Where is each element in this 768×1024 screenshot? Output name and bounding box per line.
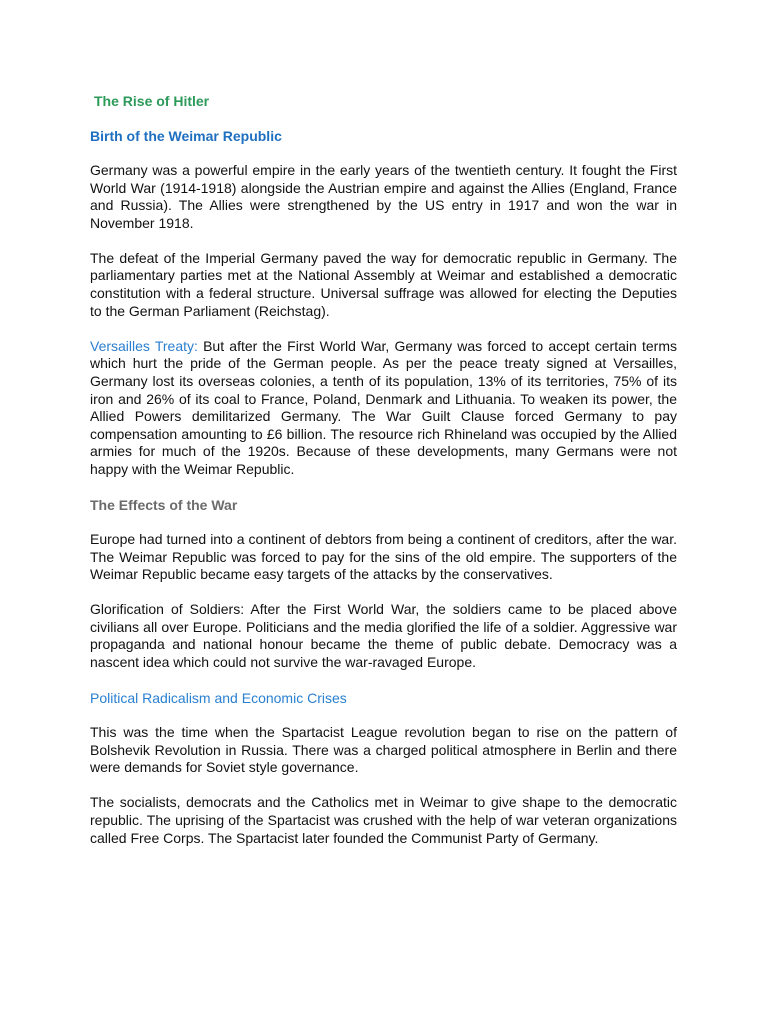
paragraph-debtors: Europe had turned into a continent of debtors from being a continent of creditors, after the war. The Weimar Republic was forced to pay for the sins of the old empire. The supporters of the Weimar Republic became easy targets of the attacks by the conservatives. (90, 531, 677, 583)
document-page (90, 92, 677, 865)
paragraph-imperial-defeat: The defeat of the Imperial Germany paved the way for democratic republic in Germany. The parliamentary parties met at the National Assembly at Weimar and established a democratic constitution with a federal structure. Universal suffrage was allowed for electing the Deputies to the German Parliament (Reichstag). (90, 249, 677, 319)
versailles-treaty-label: Versailles Treaty: (90, 337, 198, 354)
paragraph-weimar-meeting: The socialists, democrats and the Catholics met in Weimar to give shape to the democratic republic. The uprising of the Spartacist was crushed with the help of war veteran organizations called Free Corps. The Spartacist later founded the Communist Party of Germany. (90, 794, 677, 846)
versailles-treaty-text: But after the First World War, Germany was forced to accept certain terms which hurt the pride of the German people. As per the peace treaty signed at Versailles, Germany lost its overseas colonies, a tenth of its population, 13% of its territories, 75% of its iron and 26% of its coal to France, Poland, Denmark and Lithuania. To weaken its power, the Allied Powers demilitarized Germany. The War Guilt Clause forced Germany to pay compensation amounting to £6 billion. The resource rich Rhineland was occupied by the Allied armies for much of the 1920s. Because of these developments, many Germans were not happy with the Weimar Republic. (90, 337, 677, 477)
paragraph-germany-empire: Germany was a powerful empire in the early years of the twentieth century. It fought the First World War (1914-1918) alongside the Austrian empire and against the Allies (England, France and Russia). The Allies were strengthened by the US entry in 1917 and won the war in November 1918. (90, 162, 677, 231)
section-heading-effects: The Effects of the War (90, 497, 238, 513)
paragraph-spartacist: This was the time when the Spartacist League revolution began to rise on the pattern of Bolshevik Revolution in Russia. There was a charged political atmosphere in Berlin and there were demands for Soviet style governance. (90, 724, 677, 776)
paragraph-glorification: Glorification of Soldiers: After the First World War, the soldiers came to be placed above civilians all over Europe. Politicians and the media glorified the life of a soldier. Aggressive war propaganda and national honour became the theme of public debate. Democracy was a nascent idea which could not survive the war-ravaged Europe. (90, 601, 677, 671)
section-heading-weimar: Birth of the Weimar Republic (90, 128, 282, 144)
section-heading-radicalism: Political Radicalism and Economic Crises (90, 690, 347, 707)
document-title: The Rise of Hitler (94, 93, 210, 109)
paragraph-versailles-treaty (90, 338, 677, 479)
